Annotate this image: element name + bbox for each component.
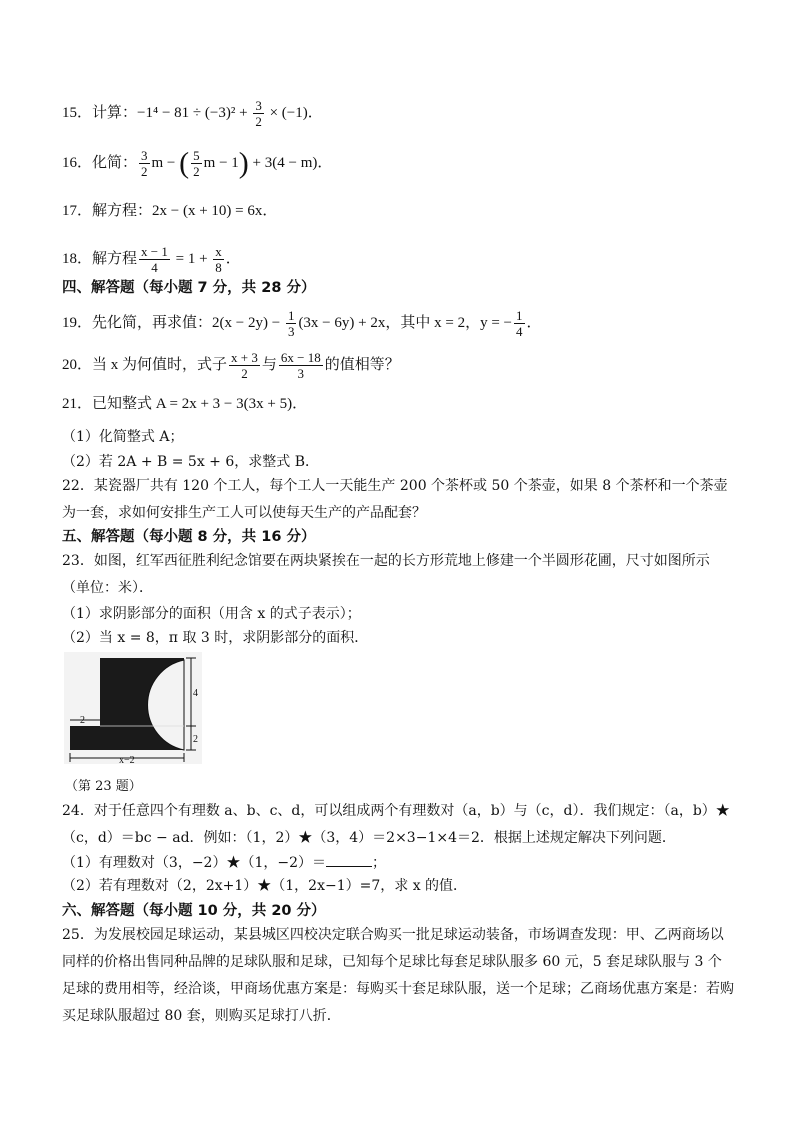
numerator: 1: [287, 308, 295, 323]
question-19: [62, 308, 734, 339]
numerator: 3: [255, 98, 262, 113]
fraction: [213, 244, 224, 275]
expression: m − 1: [203, 154, 239, 171]
question-text: 与: [261, 356, 277, 373]
numerator: 1: [516, 308, 523, 323]
answer-blank[interactable]: [326, 852, 372, 867]
fraction: [279, 350, 323, 381]
question-21: 21．已知整式 A = 2x + 3 − 3(3x + 5)．: [62, 396, 308, 412]
question-text: ；: [372, 855, 386, 871]
expression: −1⁴ − 81 ÷ (−3)² +: [137, 104, 252, 121]
question-23-part-1: （1）求阴影部分的面积（用含 x 的式子表示）；: [62, 606, 361, 622]
denominator: 3: [287, 324, 295, 339]
numerator: x − 1: [141, 244, 168, 259]
denominator: 4: [151, 260, 158, 275]
fraction: [139, 244, 170, 275]
question-24: 24．对于任意四个有理数 a、b、c、d，可以组成两个有理数对（a，b）与（c，d）．我们规定：（a，b）★（c，d）＝bc − ad．例如：（1，2）★（3，4）＝2×3−1×4＝2．根据上述规定解决下列问题．: [62, 803, 730, 846]
denominator: 2: [241, 366, 248, 381]
numerator: 6x − 18: [280, 350, 321, 365]
question-number: 15．计算：: [62, 104, 138, 121]
expression: 2x − (x + 10) = 6x．: [152, 203, 278, 219]
question-15: [62, 98, 734, 129]
denominator: 2: [193, 164, 200, 179]
denominator: 2: [255, 114, 262, 129]
condition-text: ，其中 x = 2，y = −: [385, 314, 512, 331]
denominator: 4: [516, 324, 523, 339]
numerator: x + 3: [231, 350, 258, 365]
question-24-part-2: （2）若有理数对（2，2x+1）★（1，2x−1）=7，求 x 的值．: [62, 878, 468, 894]
dimension-label: x−2: [119, 755, 135, 764]
question-23: 23．如图，红军西征胜利纪念馆要在两块紧挨在一起的长方形荒地上修建一个半圆形花圃，尺寸如图所示（单位：米）．: [62, 553, 710, 596]
section-heading-6: 六、解答题（每小题 10 分，共 20 分）: [62, 903, 326, 919]
question-number: 19．先化简，再求值：: [62, 314, 213, 331]
figure-caption: （第 23 题）: [65, 779, 142, 794]
expression: ．: [526, 314, 542, 331]
denominator: 2: [141, 164, 148, 179]
question-17: [62, 201, 734, 221]
numerator: x: [215, 244, 222, 259]
question-21-part-1: （1）化简整式 A；: [62, 429, 184, 445]
numerator: 3: [141, 148, 148, 163]
expression: (3x − 6y) + 2x: [298, 314, 386, 331]
question-text: （1）有理数对（3，−2）★（1，−2）＝: [62, 855, 326, 871]
denominator: 3: [297, 366, 305, 381]
section-heading-4: 四、解答题（每小题 7 分，共 28 分）: [62, 280, 316, 296]
question-number: 16．化简：: [62, 154, 138, 171]
fraction: [514, 308, 525, 339]
fraction: [139, 148, 150, 179]
left-paren: (: [179, 146, 190, 180]
question-20: [62, 350, 734, 381]
expression: 2(x − 2y) −: [212, 314, 284, 331]
fraction: [191, 148, 202, 179]
denominator: 8: [215, 260, 222, 275]
numerator: 5: [193, 148, 200, 163]
dimension-label: 2: [193, 734, 198, 745]
question-text: 20．当 x 为何值时，式子: [62, 356, 228, 373]
right-paren: ): [238, 146, 249, 180]
question-22: 22．某瓷器厂共有 120 个工人，每个工人一天能生产 200 个茶杯或 50 个茶壶，如果 8 个茶杯和一个茶壶为一套，求如何安排生产工人可以使每天生产的产品配套？: [62, 478, 728, 521]
dimension-label: 4: [193, 688, 198, 699]
expression: × (−1)．: [265, 104, 323, 121]
fraction: [286, 308, 297, 339]
expression: + 3(4 − m)．: [248, 154, 333, 171]
question-number: 18．解方程: [62, 250, 138, 267]
semicircle-garden-figure: [64, 652, 202, 764]
expression: m −: [151, 154, 180, 171]
question-23-part-2: （2）当 x = 8，π 取 3 时，求阴影部分的面积．: [62, 630, 369, 646]
fraction: [253, 98, 264, 129]
section-heading-5: 五、解答题（每小题 8 分，共 16 分）: [62, 529, 316, 545]
question-21-part-2: （2）若 2A + B = 5x + 6，求整式 B．: [62, 454, 320, 470]
question-25: 25．为发展校园足球运动，某县城区四校决定联合购买一批足球运动装备，市场调查发现：甲、乙两商场以同样的价格出售同种品牌的足球队服和足球，已知每个足球比每套足球队服多 60 元，5 套足球队服与 3 个足球的费用相等，经洽谈，甲商场优惠方案是：每购买十套足球队服，送一个足球；乙商场优惠方案是：若购买足球队服超过 80 套，则购买足球打八折．: [62, 927, 734, 1024]
question-18: [62, 244, 734, 275]
question-16: [62, 148, 734, 179]
question-24-part-1: [62, 852, 734, 873]
dimension-label: 2: [80, 715, 85, 726]
question-text: 的值相等？: [324, 356, 400, 373]
fraction: [229, 350, 260, 381]
expression: = 1 +: [171, 250, 212, 267]
question-number: 17．解方程：: [62, 203, 153, 219]
expression: ．: [225, 250, 241, 267]
